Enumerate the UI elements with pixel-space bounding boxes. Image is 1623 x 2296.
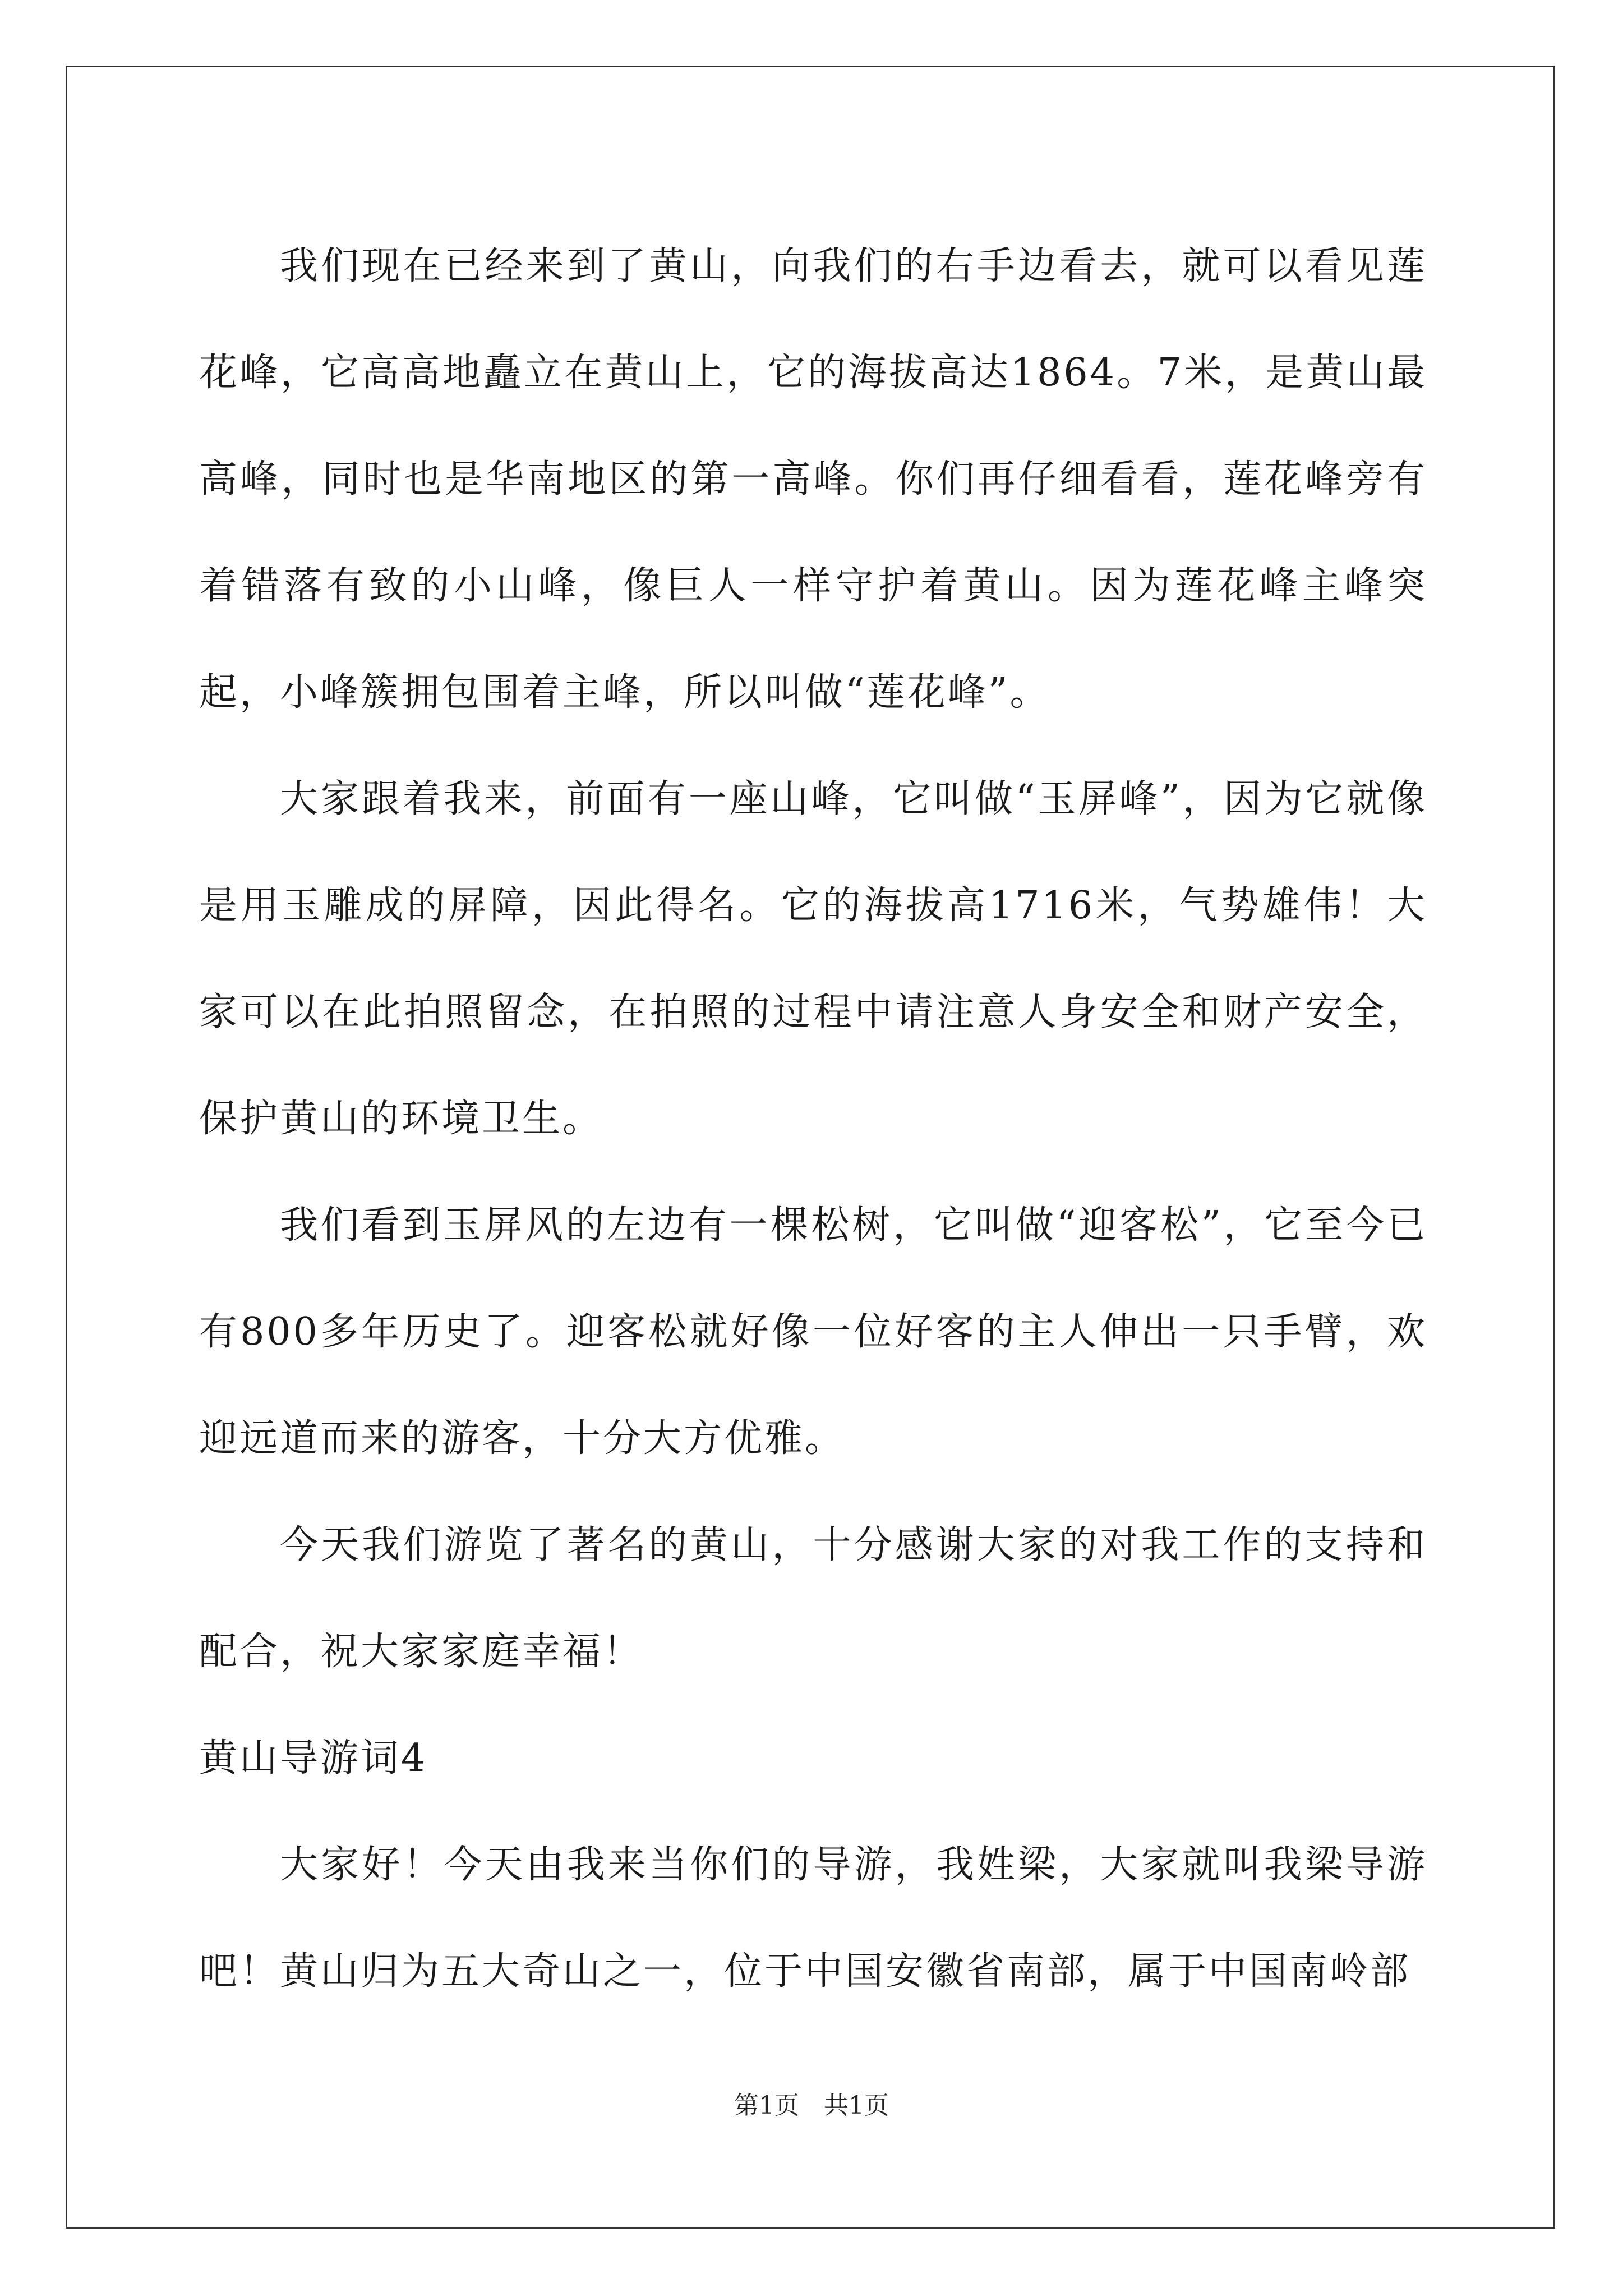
paragraph-lotus-peak: 我们现在已经来到了黄山，向我们的右手边看去，就可以看见莲花峰，它高高地矗立在黄山上，它的海拔高达1864。7米，是黄山最高峰，同时也是华南地区的第一高峰。你们再仔细看看，莲花峰旁有着错落有致的小山峰，像巨人一样守护着黄山。因为莲花峰主峰突起，小峰簇拥包围着主峰，所以叫做“莲花峰”。 [199, 244, 1427, 715]
paragraph-intro: 大家好！今天由我来当你们的导游，我姓梁，大家就叫我梁导游吧！黄山归为五大奇山之一，位于中国安徽省南部，属于中国南岭部 [199, 1843, 1427, 1994]
paragraph-closing: 今天我们游览了著名的黄山，十分感谢大家的对我工作的支持和配合，祝大家家庭幸福！ [199, 1523, 1427, 1674]
page-number: 第1页 共1页 [734, 2091, 889, 2120]
paragraph-welcoming-pine: 我们看到玉屏风的左边有一棵松树，它叫做“迎客松”，它至今已有800多年历史了。迎客松就好像一位好客的主人伸出一只手臂，欢迎远道而来的游客，十分大方优雅。 [199, 1203, 1427, 1461]
section-heading: 黄山导游词4 [199, 1736, 428, 1780]
document-body [199, 213, 1427, 2025]
paragraph-jade-screen-peak: 大家跟着我来，前面有一座山峰，它叫做“玉屏峰”，因为它就像是用玉雕成的屏障，因此得名。它的海拔高1716米，气势雄伟！大家可以在此拍照留念，在拍照的过程中请注意人身安全和财产安全，保护黄山的环境卫生。 [199, 777, 1427, 1141]
